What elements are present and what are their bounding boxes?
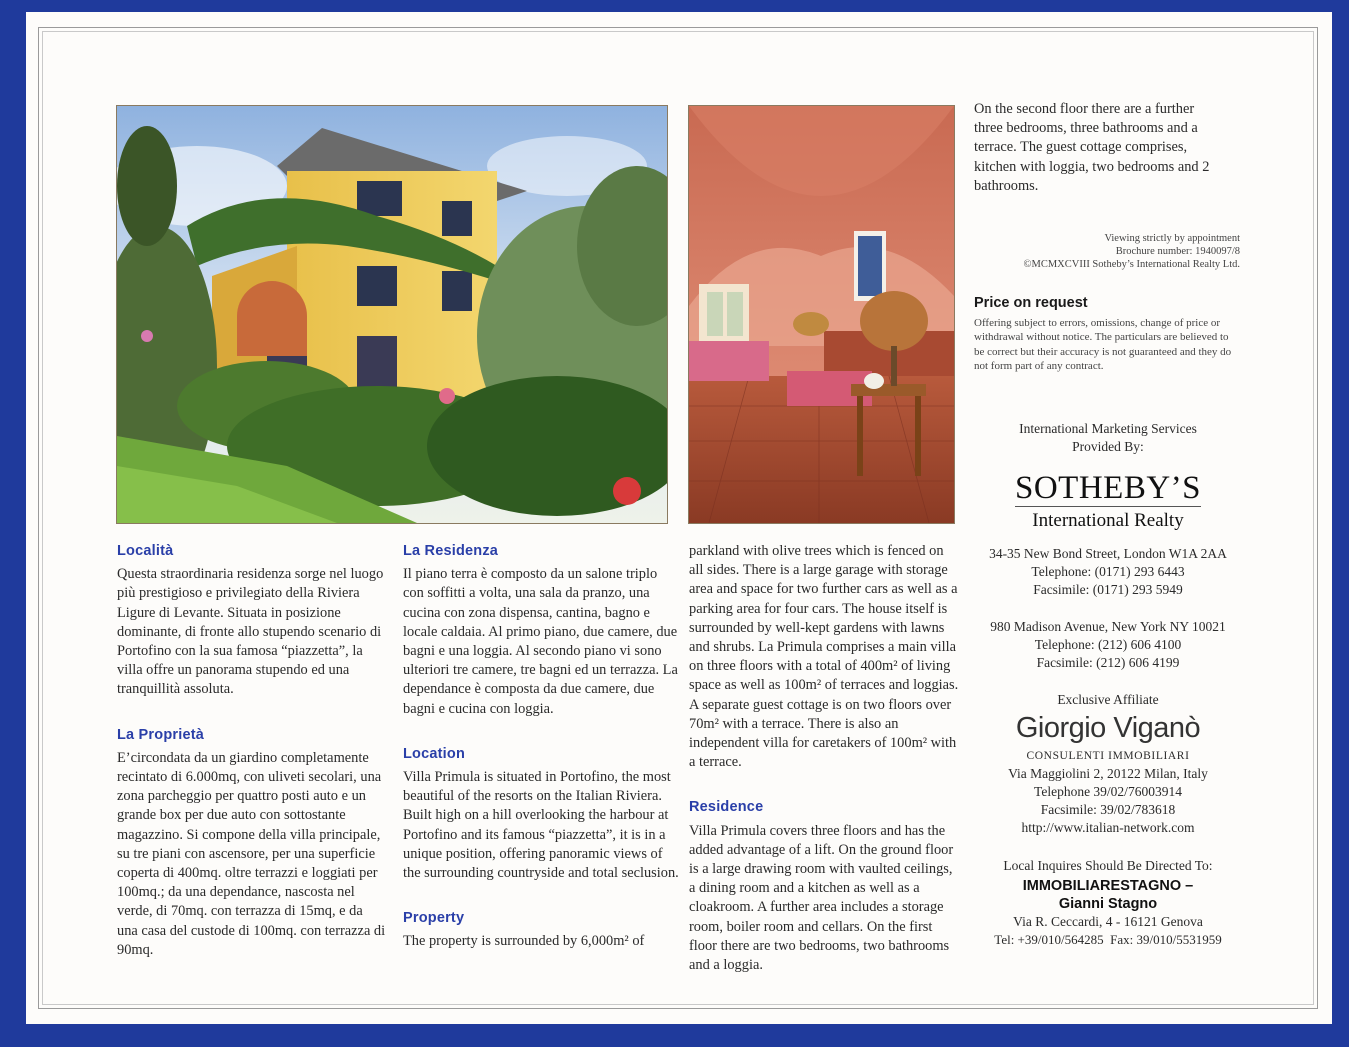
- section-heading: Residence: [689, 799, 764, 816]
- sothebys-logo-subtitle: International Realty: [1032, 509, 1184, 531]
- residence-continued-text: On the second floor there are a further three bedrooms, three bathrooms and a terrace. The guest cottage comprises, kitchen with loggia, two bedrooms and 2 bathrooms.: [974, 101, 1210, 194]
- section-la-proprieta: [117, 726, 387, 960]
- section-heading: La Proprietà: [117, 726, 205, 743]
- section-heading: Località: [117, 543, 174, 559]
- section-location: [403, 745, 679, 883]
- logo-divider: [1015, 506, 1201, 507]
- price-disclaimer: Offering subject to errors, omissions, change of price or withdrawal without notice. The particulars are believed to be correct but their accuracy is not guaranteed and they do not form part of any contract.: [974, 316, 1232, 373]
- column-contact: [974, 100, 1244, 949]
- marketing-line: Provided By:: [1072, 438, 1144, 454]
- affiliate-tagline: CONSULENTI IMMOBILIARI: [1026, 749, 1190, 762]
- section-text: E’circondata da un giardino completamente recintato di 6.000mq, con uliveti secolari, una zona parcheggio per quattro posti auto e un grande box per due auto con sottostante magazzino. Si compone della villa principale, su tre piani con ascensore, per una superficie coperta di 400mq. oltre terrazzi e loggiati per 100mq.; da una dependance, nascosta nel verde, di 70mq. con terrazza di 15mq, e da una casa del custode di 100mq. con terrazza di 90mq.: [117, 749, 386, 958]
- fax-line: Facsimile: 39/02/783618: [1040, 801, 1176, 817]
- london-address: [974, 545, 1242, 599]
- villa-interior-photo: [688, 105, 955, 524]
- website-link[interactable]: http://www.italian-network.com: [1021, 819, 1195, 835]
- viewing-info: [974, 232, 1240, 272]
- section-la-residenza: [403, 542, 679, 719]
- section-residence: [689, 798, 961, 975]
- brochure-page: [26, 12, 1332, 1024]
- local-phone-fax: Tel: +39/010/564285 Fax: 39/010/5531959: [994, 931, 1222, 947]
- affiliate-label: Exclusive Affiliate: [1057, 691, 1159, 707]
- brochure-number: Brochure number: 1940097/8: [1115, 246, 1240, 258]
- fax-line: Facsimile: (0171) 293 5949: [1033, 581, 1183, 597]
- phone-line: Telephone 39/02/76003914: [1034, 783, 1182, 799]
- local-inquiries-label: Local Inquires Should Be Directed To:: [1003, 857, 1213, 873]
- section-property: [403, 909, 679, 951]
- copyright-line: ©MCMXCVIII Sotheby’s International Realty Ltd.: [1023, 259, 1240, 271]
- section-localita: [117, 542, 387, 700]
- section-property-continued: [689, 542, 961, 772]
- section-heading: Location: [403, 745, 466, 762]
- section-text: Villa Primula covers three floors and has the added advantage of a lift. On the ground floor is a large drawing room with vaulted ceilings, a dining room and a kitchen as well as a cloakroom. A further area includes a storage room, boiler room and cellars. On the first floor there are two bedrooms, two bathrooms and a loggia.: [689, 822, 954, 974]
- phone-line: Telephone: (212) 606 4100: [1034, 636, 1182, 652]
- section-text: parkland with olive trees which is fenced on all sides. There is a large garage with storage area and space for two further cars as well as a parking area for four cars. The house itself is surrounded by well-kept gardens with lawns and shrubs. La Primula comprises a main villa on three floors with a total of 400m² of living space as well as 100m² of terraces and loggias. A separate guest cottage is on two floors over 70m² with a terrace. There is also an independent villa for caretakers of 100m² with a terrace.: [689, 543, 959, 771]
- address-line: Via Maggiolini 2, 20122 Milan, Italy: [1008, 765, 1208, 781]
- fax-line: Facsimile: (212) 606 4199: [1036, 654, 1180, 670]
- section-heading: Property: [403, 910, 465, 927]
- newyork-address: [974, 618, 1242, 672]
- viewing-line: Viewing strictly by appointment: [1104, 233, 1240, 245]
- section-text: Il piano terra è composto da un salone triplo con soffitti a volta, una sala da pranzo, una cucina con zona dispensa, cantina, bagno e locale caldaia. Al primo piano, due camere, due bagni e una loggia. Al secondo piano vi sono ulteriori tre camere, tre bagni ed un terrazza. La dependance è composta da due camere, due bagni e cucina con loggia.: [403, 566, 678, 717]
- villa-exterior-photo: [116, 105, 668, 524]
- column-english-3: [689, 542, 961, 1001]
- marketing-block: [974, 420, 1242, 949]
- address-line: 980 Madison Avenue, New York NY 10021: [990, 618, 1226, 634]
- section-heading: La Residenza: [403, 543, 499, 559]
- marketing-line: International Marketing Services: [1019, 420, 1197, 436]
- phone-line: Telephone: (0171) 293 6443: [1031, 563, 1185, 579]
- affiliate-address: [974, 765, 1242, 837]
- section-text: The property is surrounded by 6,000m² of: [403, 933, 645, 950]
- section-text: Villa Primula is situated in Portofino, the most beautiful of the resorts on the Italian Riviera. Built high on a hill overlooking the harbour at Portofino and its famous “piazzetta”, it is in a unique position, offering panoramic views of the surrounding countryside and total seclusion.: [403, 769, 679, 882]
- price-heading: Price on request: [974, 294, 1088, 311]
- vigano-logo: Giorgio Viganò: [1015, 711, 1201, 744]
- column-italian-1: [117, 542, 387, 986]
- local-address: Via R. Ceccardi, 4 - 16121 Genova: [1013, 913, 1203, 929]
- local-agent-name: IMMOBILIARESTAGNO –: [1022, 877, 1194, 894]
- sothebys-logo: SOTHEBY’S: [1014, 469, 1202, 506]
- address-line: 34-35 New Bond Street, London W1A 2AA: [989, 545, 1227, 561]
- column-mixed-2: [403, 542, 679, 978]
- local-agent-person: Gianni Stagno: [1058, 895, 1158, 912]
- section-text: Questa straordinaria residenza sorge nel luogo più prestigioso e privilegiato della Riviera Ligure di Levante. Situata in posizione dominante, di fronte allo stupendo scenario di Portofino con la sua famosa “piazzetta”, la villa offre un panorama stupendo ed una tranquillità assoluta.: [117, 566, 384, 698]
